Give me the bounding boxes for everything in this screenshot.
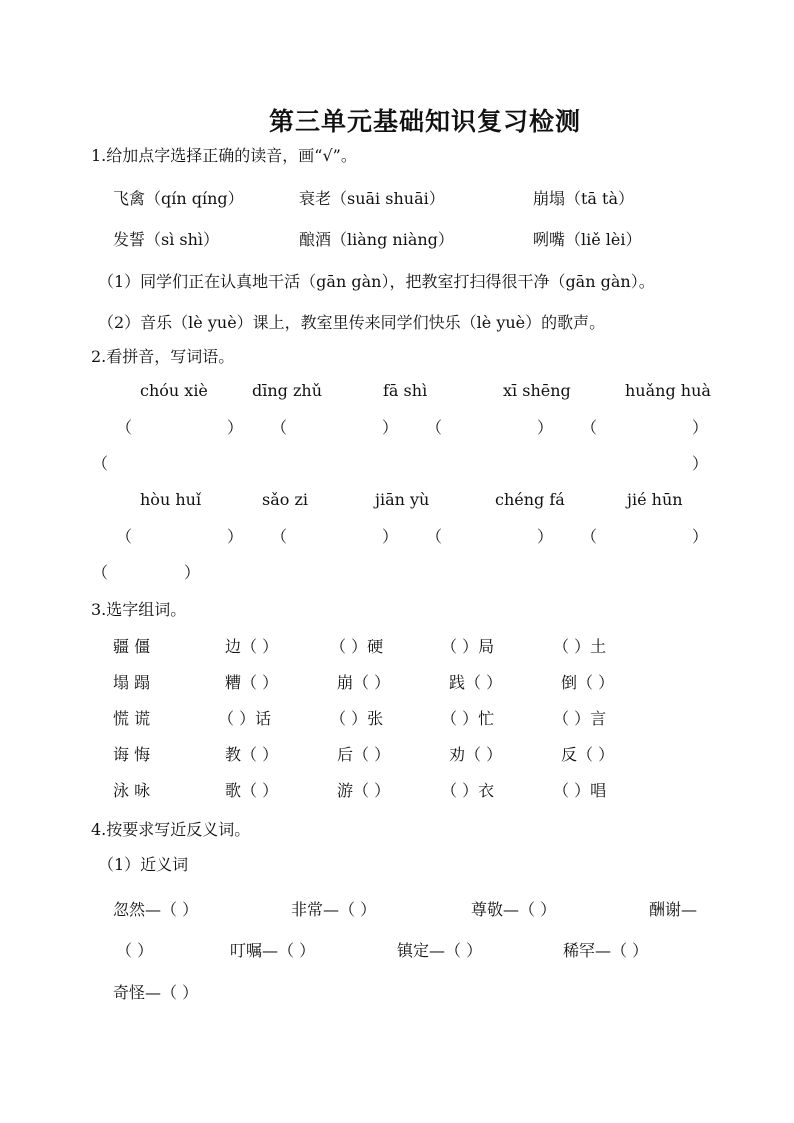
- q4-item: 酬谢—: [649, 900, 698, 919]
- answer-open-paren: （: [581, 418, 598, 437]
- q3-blank: （ ）局: [441, 637, 495, 656]
- answer-close-paren: ）: [692, 418, 709, 437]
- q2-pinyin: fā shì: [383, 381, 428, 400]
- q4-item: 奇怪—（ ）: [113, 983, 199, 1002]
- q2-pinyin: chóu xiè: [140, 381, 208, 400]
- answer-open-paren: （: [426, 418, 443, 437]
- q3-blank: （ ）忙: [441, 709, 495, 728]
- answer-open-paren: （: [116, 527, 133, 546]
- q3-char-pair: 泳 咏: [113, 781, 151, 800]
- q2-pinyin: chéng fá: [495, 490, 565, 509]
- q3-blank: （ ）衣: [441, 781, 495, 800]
- q3-char-pair: 慌 谎: [113, 709, 151, 728]
- q3-char-pair: 疆 僵: [113, 637, 151, 656]
- q1-sentence-1: （1）同学们正在认真地干活（gān gàn），把教室打扫得很干净（gān gàn）。: [98, 272, 655, 291]
- q1-heading: 1.给加点字选择正确的读音，画“√”。: [91, 146, 357, 165]
- q3-blank: 倒（ ）: [561, 673, 615, 692]
- q2-pinyin: huǎng huà: [625, 381, 711, 400]
- answer-open-paren: （: [271, 527, 288, 546]
- q4-item: 忽然—（ ）: [113, 900, 199, 919]
- q4-item: 镇定—（ ）: [397, 941, 483, 960]
- answer-open-paren: （: [116, 418, 133, 437]
- q3-char-pair: 塌 蹋: [113, 673, 151, 692]
- q1-item: 发誓（sì shì）: [113, 230, 220, 249]
- q2-pinyin: hòu huǐ: [140, 490, 202, 509]
- answer-open-paren: （: [92, 563, 109, 582]
- q2-pinyin: sǎo zi: [262, 490, 309, 509]
- answer-close-paren: ）: [382, 418, 399, 437]
- answer-close-paren: ）: [227, 527, 244, 546]
- q3-blank: （ ）土: [553, 637, 607, 656]
- q3-char-pair: 诲 悔: [113, 745, 151, 764]
- answer-close-paren: ）: [537, 418, 554, 437]
- q4-subheading: （1）近义词: [98, 855, 189, 874]
- q3-blank: 歌（ ）: [225, 781, 279, 800]
- answer-open-paren: （: [92, 454, 109, 473]
- q3-blank: （ ）唱: [553, 781, 607, 800]
- q2-heading: 2.看拼音，写词语。: [91, 347, 235, 366]
- q3-blank: 践（ ）: [449, 673, 503, 692]
- q1-item: 酿酒（liàng niàng）: [299, 230, 454, 249]
- page-title: 第三单元基础知识复习检测: [269, 107, 582, 136]
- q2-pinyin: dīng zhǔ: [252, 381, 323, 400]
- q1-item: 崩塌（tā tà）: [533, 189, 635, 208]
- q3-blank: 教（ ）: [225, 745, 279, 764]
- q4-item: 稀罕—（ ）: [563, 941, 649, 960]
- answer-close-paren: ）: [692, 527, 709, 546]
- q3-blank: （ ）言: [553, 709, 607, 728]
- answer-open-paren: （: [581, 527, 598, 546]
- q3-blank: （ ）话: [218, 709, 272, 728]
- q3-blank: 崩（ ）: [337, 673, 391, 692]
- q3-heading: 3.选字组词。: [91, 600, 187, 619]
- q3-blank: 反（ ）: [561, 745, 615, 764]
- answer-open-paren: （: [426, 527, 443, 546]
- q1-item: 衰老（suāi shuāi）: [299, 189, 445, 208]
- q3-blank: 糟（ ）: [225, 673, 279, 692]
- q4-heading: 4.按要求写近反义词。: [91, 820, 251, 839]
- q4-item: 叮嘱—（ ）: [230, 941, 316, 960]
- q3-blank: 劝（ ）: [449, 745, 503, 764]
- answer-close-paren: ）: [227, 418, 244, 437]
- answer-close-paren: ）: [382, 527, 399, 546]
- q3-blank: （ ）张: [330, 709, 384, 728]
- q3-blank: （ ）硬: [330, 637, 384, 656]
- q4-item: 尊敬—（ ）: [471, 900, 557, 919]
- q2-pinyin: xī shēng: [503, 381, 571, 400]
- q3-blank: 游（ ）: [337, 781, 391, 800]
- q3-blank: 后（ ）: [337, 745, 391, 764]
- q3-blank: 边（ ）: [225, 637, 279, 656]
- q4-item: 非常—（ ）: [291, 900, 377, 919]
- q2-pinyin: jiān yù: [375, 490, 430, 509]
- answer-open-paren: （: [271, 418, 288, 437]
- q4-item: （ ）: [116, 941, 154, 960]
- answer-close-paren: ）: [184, 563, 201, 582]
- q2-pinyin: jié hūn: [627, 490, 683, 509]
- q1-item: 飞禽（qín qíng）: [113, 189, 244, 208]
- q1-item: 咧嘴（liě lèi）: [533, 230, 642, 249]
- q1-sentence-2: （2）音乐（lè yuè）课上，教室里传来同学们快乐（lè yuè）的歌声。: [98, 313, 606, 332]
- answer-close-paren: ）: [537, 527, 554, 546]
- answer-close-paren: ）: [692, 454, 709, 473]
